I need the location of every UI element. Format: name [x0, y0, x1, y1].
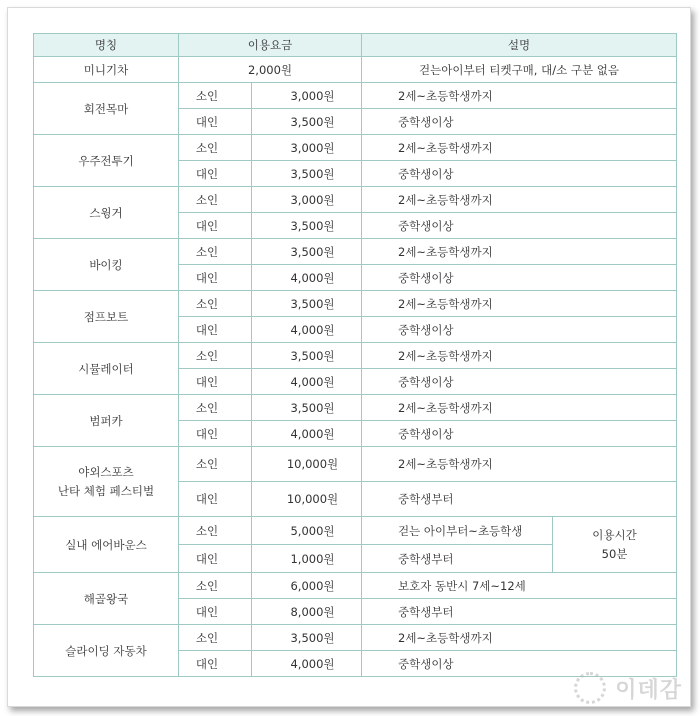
- usage-time-value: 50분: [601, 546, 628, 561]
- ride-kind: 대인: [179, 651, 252, 677]
- ride-desc: 2세~초등학생까지: [362, 291, 677, 317]
- ride-kind: 소인: [179, 517, 252, 545]
- ride-desc: 2세~초등학생까지: [362, 343, 677, 369]
- ride-kind: 대인: [179, 317, 252, 343]
- ride-desc: 중학생이상: [362, 421, 677, 447]
- ride-kind: 대인: [179, 421, 252, 447]
- table-row: [34, 395, 677, 421]
- ride-desc: 중학생부터: [362, 482, 677, 517]
- ride-kind: 소인: [179, 187, 252, 213]
- document-frame: [7, 7, 691, 707]
- ride-desc: 중학생이상: [362, 317, 677, 343]
- header-desc: 설명: [362, 34, 677, 57]
- ride-desc: 중학생부터: [362, 545, 553, 573]
- header-row: [34, 34, 677, 57]
- ride-kind: 대인: [179, 545, 252, 573]
- ride-desc: 걷는아이부터 티켓구매, 대/소 구분 없음: [362, 57, 677, 83]
- price-table: [33, 33, 677, 677]
- ride-desc: 중학생이상: [362, 109, 677, 135]
- ride-name-line: 야외스포츠: [78, 464, 134, 479]
- ride-kind: 대인: [179, 213, 252, 239]
- header-name: 명칭: [34, 34, 179, 57]
- table-row: [34, 447, 677, 482]
- table-row: [34, 343, 677, 369]
- table-row: [34, 239, 677, 265]
- ride-price: 4,000원: [252, 317, 362, 343]
- ride-desc: 중학생이상: [362, 651, 677, 677]
- ride-price: 4,000원: [252, 265, 362, 291]
- ride-desc: 보호자 동반시 7세~12세: [362, 573, 677, 599]
- watermark: 이데감: [615, 678, 682, 703]
- table-row: [34, 83, 677, 109]
- ride-kind: 소인: [179, 83, 252, 109]
- ride-desc: 중학생부터: [362, 599, 677, 625]
- ride-kind: 대인: [179, 369, 252, 395]
- ride-price: 2,000원: [179, 57, 362, 83]
- table-row: [34, 517, 677, 545]
- table-row: [34, 135, 677, 161]
- ride-price: 3,500원: [252, 625, 362, 651]
- ride-kind: 소인: [179, 343, 252, 369]
- ride-desc: 2세~초등학생까지: [362, 83, 677, 109]
- ride-name: 시뮬레이터: [34, 343, 179, 395]
- ride-desc: 2세~초등학생까지: [362, 395, 677, 421]
- ride-name-line: 난타 체험 페스티벌: [57, 483, 155, 498]
- ride-price: 10,000원: [252, 482, 362, 517]
- ride-name: 바이킹: [34, 239, 179, 291]
- ride-desc: 2세~초등학생까지: [362, 135, 677, 161]
- ride-name: 해골왕국: [34, 573, 179, 625]
- ride-price: 3,000원: [252, 187, 362, 213]
- ride-kind: 대인: [179, 482, 252, 517]
- usage-time-label: 이용시간: [592, 527, 637, 542]
- ride-price: 8,000원: [252, 599, 362, 625]
- ride-kind: 소인: [179, 447, 252, 482]
- table-row: [34, 573, 677, 599]
- ride-price: 3,000원: [252, 135, 362, 161]
- ride-desc: 2세~초등학생까지: [362, 187, 677, 213]
- ride-price: 3,000원: [252, 83, 362, 109]
- ride-price: 3,500원: [252, 291, 362, 317]
- ride-name: 미니기차: [34, 57, 179, 83]
- ride-price: 3,500원: [252, 395, 362, 421]
- ride-name: 슬라이딩 자동차: [34, 625, 179, 677]
- ride-desc: 중학생이상: [362, 369, 677, 395]
- ride-name: 범퍼카: [34, 395, 179, 447]
- ride-price: 3,500원: [252, 239, 362, 265]
- ride-kind: 소인: [179, 395, 252, 421]
- ride-kind: 소인: [179, 625, 252, 651]
- ride-price: 10,000원: [252, 447, 362, 482]
- ride-desc: 중학생이상: [362, 265, 677, 291]
- ride-kind: 소인: [179, 291, 252, 317]
- ride-price: 4,000원: [252, 651, 362, 677]
- table-row: [34, 625, 677, 651]
- header-fee: 이용요금: [179, 34, 362, 57]
- ride-price: 4,000원: [252, 421, 362, 447]
- ride-kind: 소인: [179, 239, 252, 265]
- ride-price: 5,000원: [252, 517, 362, 545]
- ride-price: 3,500원: [252, 343, 362, 369]
- table-row: [34, 57, 677, 83]
- table-row: [34, 291, 677, 317]
- watermark-flower-icon: [574, 672, 606, 704]
- ride-kind: 대인: [179, 265, 252, 291]
- usage-time-note: [553, 517, 677, 573]
- ride-name: 스윙거: [34, 187, 179, 239]
- ride-kind: 대인: [179, 161, 252, 187]
- ride-price: 6,000원: [252, 573, 362, 599]
- ride-price: 3,500원: [252, 161, 362, 187]
- ride-desc: 중학생이상: [362, 161, 677, 187]
- ride-price: 3,500원: [252, 109, 362, 135]
- ride-desc: 2세~초등학생까지: [362, 239, 677, 265]
- ride-desc: 2세~초등학생까지: [362, 447, 677, 482]
- ride-desc: 중학생이상: [362, 213, 677, 239]
- ride-name: 우주전투기: [34, 135, 179, 187]
- ride-price: 1,000원: [252, 545, 362, 573]
- ride-price: 4,000원: [252, 369, 362, 395]
- ride-desc: 걷는 아이부터~초등학생: [362, 517, 553, 545]
- ride-kind: 소인: [179, 135, 252, 161]
- ride-name: [34, 447, 179, 517]
- ride-kind: 소인: [179, 573, 252, 599]
- ride-name: 점프보트: [34, 291, 179, 343]
- ride-kind: 대인: [179, 109, 252, 135]
- table-row: [34, 187, 677, 213]
- ride-kind: 대인: [179, 599, 252, 625]
- ride-desc: 2세~초등학생까지: [362, 625, 677, 651]
- ride-price: 3,500원: [252, 213, 362, 239]
- ride-name: 실내 에어바운스: [34, 517, 179, 573]
- ride-name: 회전목마: [34, 83, 179, 135]
